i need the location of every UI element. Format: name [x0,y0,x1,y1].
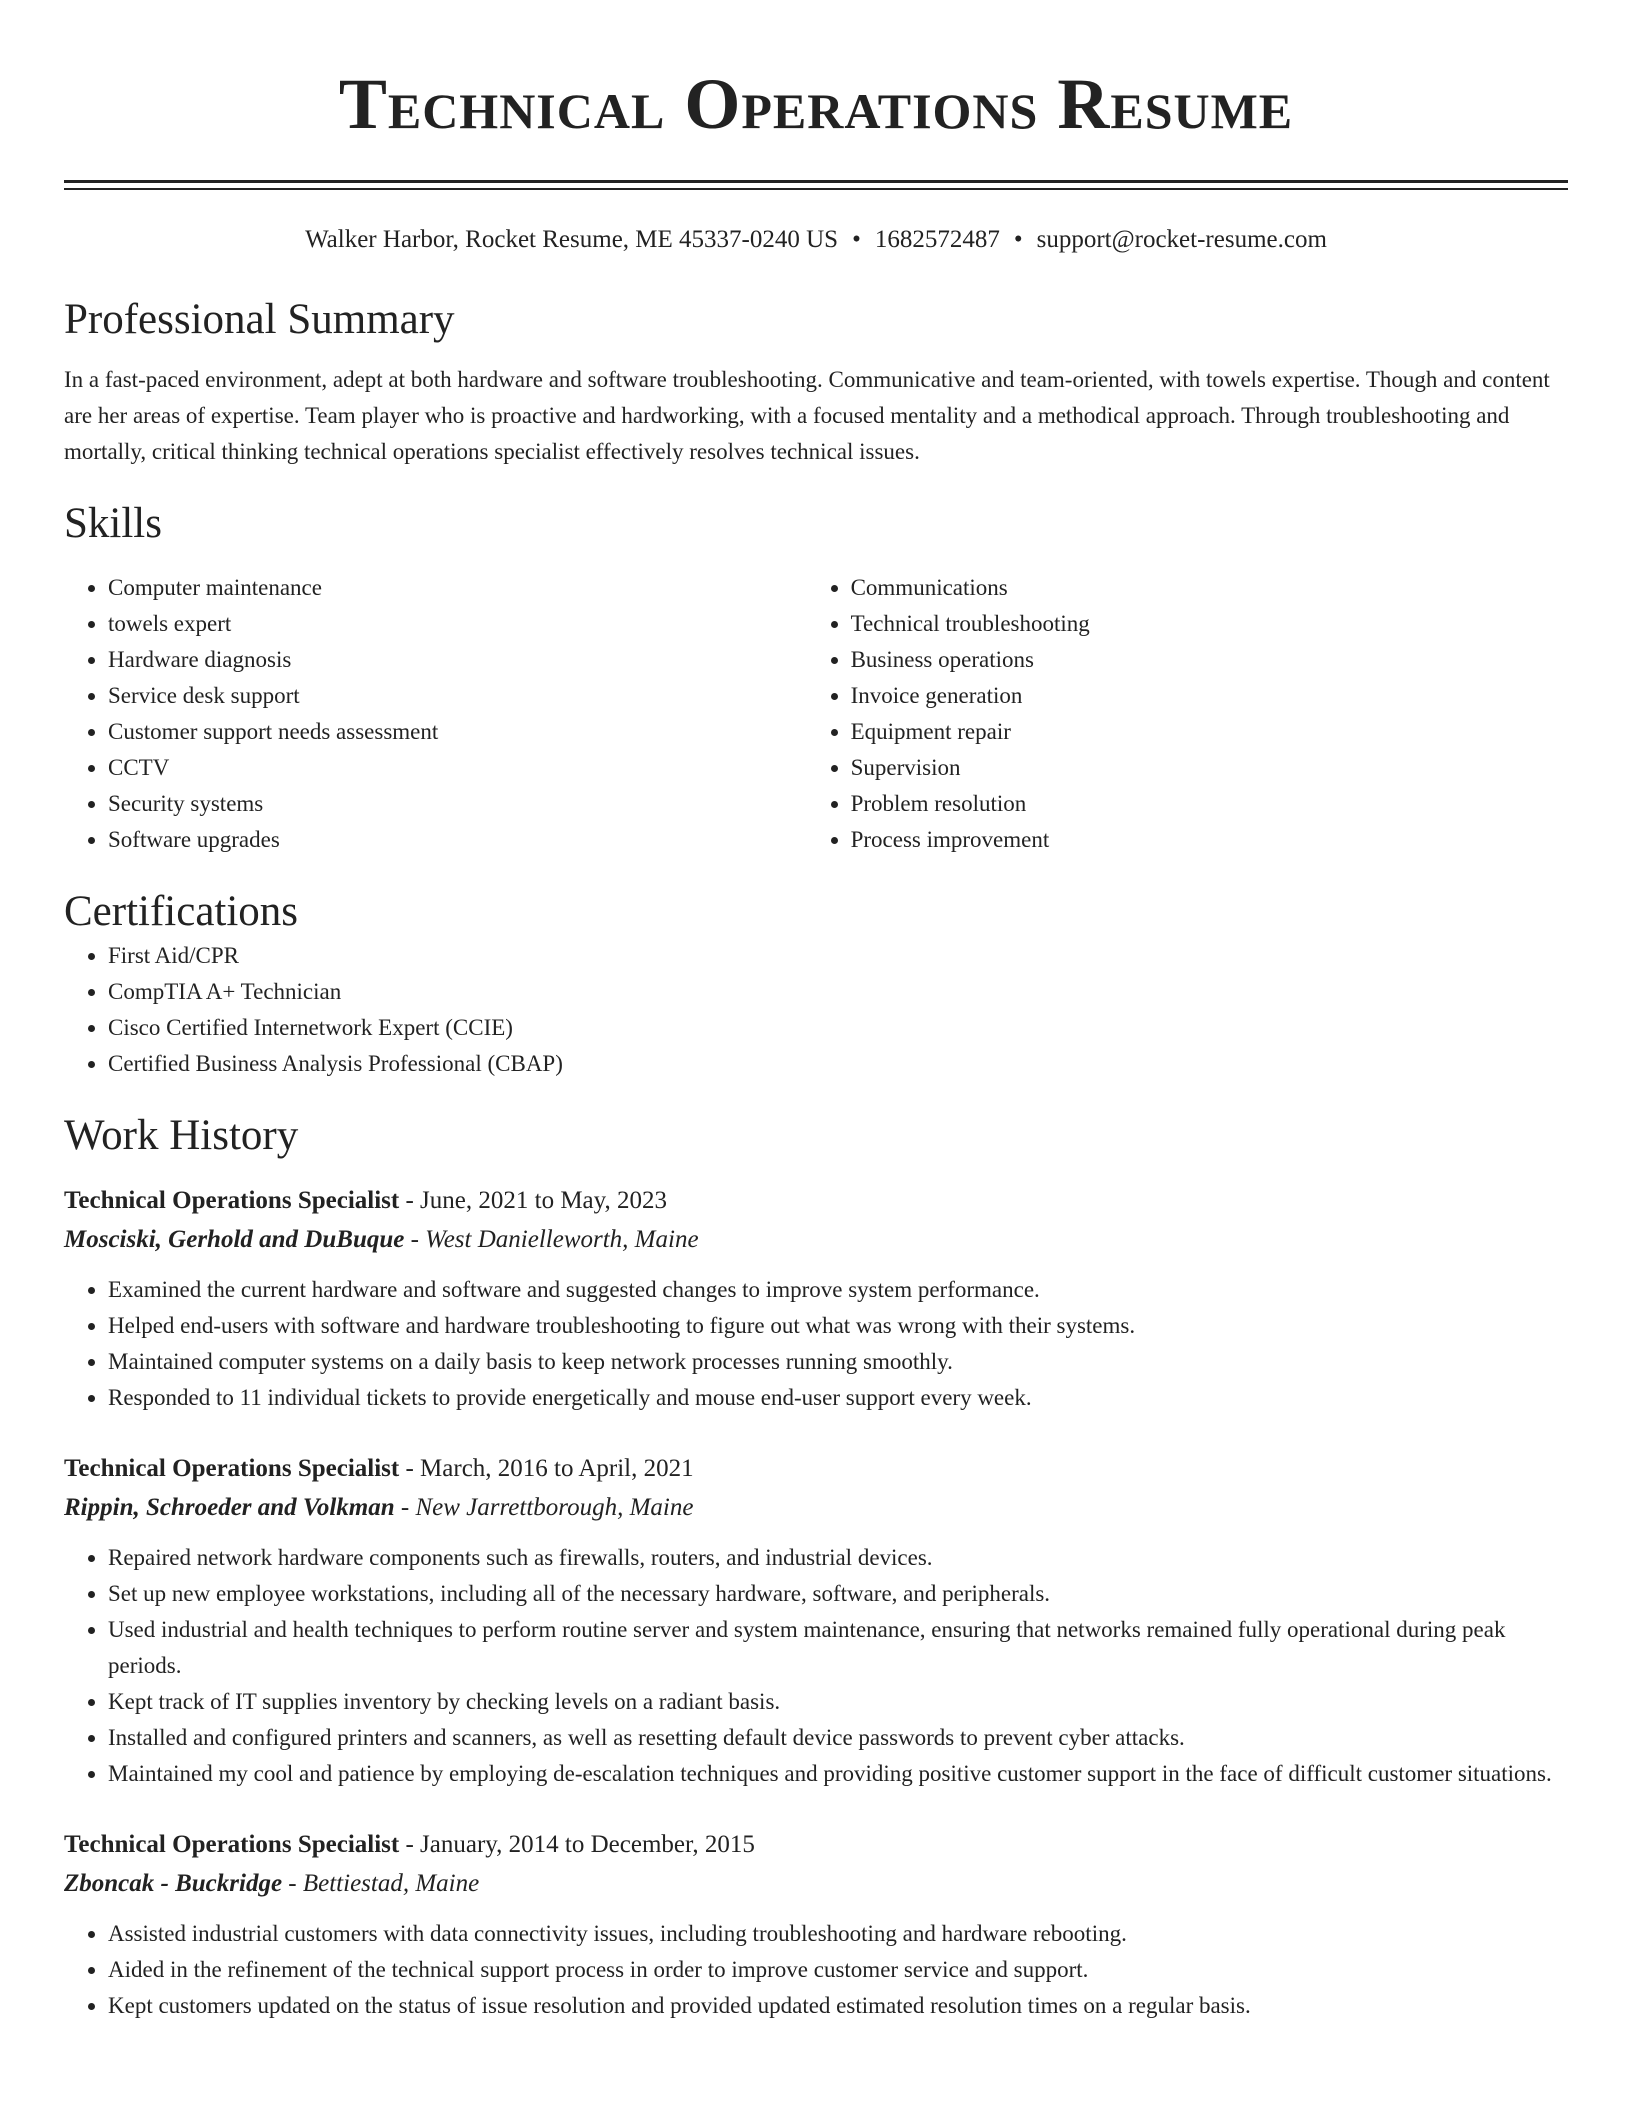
job-duty-item: • Examined the current hardware and software and suggested changes to improve system performance. [108,1272,1568,1308]
job-dates: - March, 2016 to April, 2021 [399,1455,694,1482]
job-duty-item: • Set up new employee workstations, including all of the necessary hardware, software, and peripherals. [108,1576,1568,1612]
job-dates: - January, 2014 to December, 2015 [399,1831,755,1858]
job-title-line [64,1450,1568,1488]
job-role: Technical Operations Specialist [64,1187,400,1214]
skill-item: • Problem resolution [851,786,1568,822]
skill-item: • Equipment repair [851,714,1568,750]
contact-address: Walker Harbor, Rocket Resume, ME 45337-0240 US [305,226,839,253]
job-entry [64,1450,1568,1792]
job-company: Mosciski, Gerhold and DuBuque [64,1226,405,1253]
job-dates: - June, 2021 to May, 2023 [399,1187,668,1214]
job-title-line [64,1826,1568,1864]
contact-separator: • [1013,226,1023,253]
certifications-heading: Certifications [64,888,299,935]
job-location: - New Jarrettborough, Maine [394,1494,694,1521]
certification-item: • Certified Business Analysis Professional (CBAP) [108,1046,1568,1082]
job-duty-item: • Installed and configured printers and scanners, as well as resetting default device passwords to prevent cyber attacks. [108,1720,1568,1756]
job-location: - Bettiestad, Maine [282,1870,480,1897]
job-employer-line [64,1488,1568,1528]
job-duties-list [64,1916,1568,2024]
job-location: - West Danielleworth, Maine [404,1226,699,1253]
certification-item: • CompTIA A+ Technician [108,974,1568,1010]
summary-heading: Professional Summary [64,296,455,343]
skill-item: • Software upgrades [108,822,807,858]
work-history-heading: Work History [64,1112,299,1159]
skills-column-left [64,570,807,858]
job-entry [64,1182,1568,1416]
skill-item: • Process improvement [851,822,1568,858]
resume-title: Technical Operations Resume [338,64,1294,144]
contact-phone: 1682572487 [874,226,1000,253]
job-duties-list [64,1272,1568,1416]
job-company: Rippin, Schroeder and Volkman [64,1494,395,1521]
skill-item: • Communications [851,570,1568,606]
skill-item: • Security systems [108,786,807,822]
skills-heading: Skills [64,500,162,547]
skill-item: • Invoice generation [851,678,1568,714]
job-duties-list [64,1540,1568,1792]
job-duty-item: • Kept customers updated on the status of issue resolution and provided updated estimated resolution times on a regular basis. [108,1988,1568,2024]
contact-separator: • [852,226,861,253]
job-duty-item: • Assisted industrial customers with data connectivity issues, including troubleshooting and hardware rebooting. [108,1916,1568,1952]
skill-item: • Computer maintenance [108,570,807,606]
job-duty-item: • Maintained my cool and patience by employing de-escalation techniques and providing positive customer support in the face of difficult customer situations. [108,1756,1568,1792]
skill-item: • towels expert [108,606,807,642]
job-role: Technical Operations Specialist [64,1455,400,1482]
job-duty-item: • Maintained computer systems on a daily basis to keep network processes running smoothly. [108,1344,1568,1380]
job-duty-item: • Responded to 11 individual tickets to provide energetically and mouse end-user support every week. [108,1380,1568,1416]
job-company: Zboncak - Buckridge [64,1870,283,1897]
skill-item: • Service desk support [108,678,807,714]
contact-email: support@rocket-resume.com [1036,226,1327,253]
skills-column-right [807,570,1568,858]
certification-item: • Cisco Certified Internetwork Expert (CCIE) [108,1010,1568,1046]
skill-item: • Supervision [851,750,1568,786]
skill-item: • Business operations [851,642,1568,678]
job-role: Technical Operations Specialist [64,1831,400,1858]
certifications-list [64,938,1568,1082]
job-employer-line [64,1220,1568,1260]
job-duty-item: • Used industrial and health techniques to perform routine server and system maintenance, ensuring that networks remained fully operational during peak periods. [108,1612,1568,1684]
job-duty-item: • Kept track of IT supplies inventory by checking levels on a radiant basis. [108,1684,1568,1720]
job-duty-item: • Repaired network hardware components such as firewalls, routers, and industrial devices. [108,1540,1568,1576]
skill-item: • Technical troubleshooting [851,606,1568,642]
title-divider-thick [64,180,1568,183]
job-duty-item: • Aided in the refinement of the technical support process in order to improve customer service and support. [108,1952,1568,1988]
skill-item: • Hardware diagnosis [108,642,807,678]
skill-item: • Customer support needs assessment [108,714,807,750]
skills-list [64,570,1568,858]
summary-text: In a fast-paced environment, adept at both hardware and software troubleshooting. Communicative and team-oriented, with towels expertise. Though and content are her areas of expertise. Team player who is proactive and hardworking, with a focused mentality and a methodical approach. Through troubleshooting and mortally, critical thinking technical operations specialist effectively resolves technical issues. [64,367,1550,464]
job-employer-line [64,1864,1568,1904]
contact-line [64,224,1568,256]
title-divider-thin [64,188,1568,190]
job-entry [64,1826,1568,2024]
job-duty-item: • Helped end-users with software and hardware troubleshooting to figure out what was wrong with their systems. [108,1308,1568,1344]
certification-item: • First Aid/CPR [108,938,1568,974]
skill-item: • CCTV [108,750,807,786]
job-title-line [64,1182,1568,1220]
